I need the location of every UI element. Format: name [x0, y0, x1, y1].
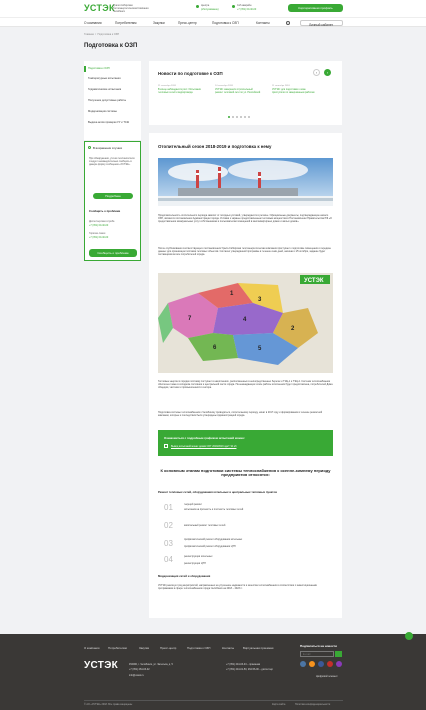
privacy-link[interactable]: Политика конфиденциальности [295, 703, 331, 706]
article-card [149, 133, 342, 618]
address-label: Центра [201, 4, 210, 7]
footer-link[interactable]: Закупки [139, 646, 150, 650]
report-problem-button[interactable]: Сообщить о проблеме [89, 249, 137, 257]
ok-icon[interactable] [309, 661, 315, 667]
article-paragraph: Продолжительность отопительного периода зависит от погодных условий, утверждается в регионе. Официальные документы, подтверждающие начало ОЗП, являются постановления Администрации города. Условия к заранее предоставленным тепловым мощностям в Постановлении Правительства РФ «О предоставлении коммунальных услуг собственникам и пользователям помещений в многоквартирных домах и жилых домов». [158, 214, 332, 224]
address-link[interactable]: (обслуживание) [201, 7, 219, 11]
news-date: 21 сентября 2018 [158, 85, 176, 87]
svg-text:7: 7 [188, 316, 192, 322]
map-logo: УСТЭК [304, 278, 324, 284]
footer-link[interactable]: Потребителям [108, 646, 127, 650]
login-label: Личный кабинет [309, 23, 333, 27]
news-text[interactable]: УСТЭК: для подготовки к зиме приступили по завершённым работам [272, 88, 315, 94]
svg-text:6: 6 [213, 345, 217, 351]
stages-title: К основным этапам подготовки системы теплоснабжения к осенне-зимнему периоду предприятия относятся: [160, 468, 331, 478]
hotline-phone[interactable]: +7 (351) 00-40-00 [89, 236, 109, 239]
svg-text:2: 2 [291, 326, 295, 332]
step-item: профилактический ремонт оборудования котельных [184, 538, 243, 541]
sidebar-item-acts[interactable]: Выдача актов проверки УУ и ТСЖ [88, 121, 130, 124]
step-item: текущий ремонт [184, 503, 203, 506]
page-dot[interactable] [236, 116, 238, 118]
facebook-icon[interactable] [318, 661, 324, 667]
step-item: реконструкция ЦТП [184, 562, 206, 565]
page-dot[interactable] [244, 116, 246, 118]
footer-link[interactable]: Подготовка к ОЗП [187, 646, 211, 650]
news-text[interactable]: УСТЭК: завершили строительный ремонт тепловой сети по ул. Российской [215, 88, 261, 94]
step-item: реконструкция котельных [184, 555, 213, 558]
modern-title: Модернизация сетей и оборудования [158, 574, 211, 578]
news-item[interactable] [158, 85, 204, 94]
svg-text:4: 4 [243, 317, 247, 323]
sidebar [84, 61, 141, 140]
active-indicator [84, 66, 86, 72]
sidebar-item-hydraulic[interactable]: Гидравлические испытания [88, 88, 122, 91]
step-item: испытания на прочность и плотность тепловых сетей [184, 508, 244, 511]
feedback-title: В возражения случаях [93, 146, 123, 150]
step-item: профилактический ремонт оборудования ЦТП [184, 545, 236, 548]
header [0, 0, 426, 17]
breadcrumb-current: Подготовка к ОЗП [97, 33, 120, 36]
article-paragraph: После опубликования соответствующего постановления Урало-Сибирская теплоэнергетическая компания приступает к подготовке помещения и передаче данных для организации поставки тепловых объектов. Согласно утверждённой программе в течение семи дней, начиная с 25 октября, задание будет поставщиков во все потребителей города. [158, 247, 331, 257]
page-dot-active[interactable] [228, 116, 230, 118]
cabinet-button[interactable]: Корпоративная профиль [288, 4, 343, 12]
login-button[interactable] [300, 20, 343, 26]
copyright: © АО «УСТЭК» 2018. Все права защищены [84, 703, 133, 706]
report-title: Сообщить о проблеме [89, 209, 121, 213]
feedback-text: При обнаружении, утечки теплоносителя следует незамедлительно сообщить в данную форму сообщения «УСТЭК». [89, 157, 135, 167]
phone-label: Соб.аварийн. [237, 4, 252, 7]
feedback-box [84, 141, 141, 261]
repair-title: Ремонт тепловых сетей, оборудования котельных и центральных тепловых пунктов [158, 490, 277, 494]
step-number: 04 [164, 555, 173, 564]
step-number: 01 [164, 503, 173, 512]
subscribe-input[interactable] [300, 651, 334, 657]
svg-text:3: 3 [258, 297, 262, 303]
subscribe-button[interactable] [335, 651, 342, 657]
step-item: капитальный ремонт тепловых сетей [184, 524, 226, 527]
scroll-top-button[interactable] [405, 632, 413, 640]
footer-phone-main[interactable]: +7 (351) 264-03-02 [129, 668, 150, 671]
instagram-icon[interactable] [336, 661, 342, 667]
info-icon [88, 146, 91, 149]
download-title: Ознакомиться с подробным графиком испытаний можно: [164, 436, 245, 440]
footer-link[interactable]: Контакты [222, 646, 235, 650]
modern-text: УСТЭК реализует ряд мероприятий, направленных на улучшение надёжности и качества теплоснабжения в соответствии с инвестиционными программами в сфере теплоснабжения города Челябинск на 2018 – 2023 гг. [158, 584, 317, 591]
logo[interactable]: УСТЭК [84, 3, 115, 13]
breadcrumb-home[interactable]: Главная [84, 33, 94, 36]
nav-item-contacts[interactable]: Контакты [256, 20, 270, 25]
dispatch-label: Диспетчерская служба [89, 220, 115, 223]
footer-link[interactable]: Виртуальная приемная [243, 646, 274, 650]
svg-text:1: 1 [230, 291, 234, 297]
article-paragraph: Подготовка системы теплоснабжения к Челябинску проводиться, отопительному периоду, начат в 2017 году и формирования в течение ремонтной кампании, которые и последствия были утверждены Администрацией города. [158, 411, 323, 418]
page-dot[interactable] [232, 116, 234, 118]
news-card [149, 61, 342, 125]
news-date: 14 сентября 2018 [215, 85, 233, 87]
district-map [158, 273, 333, 373]
sidebar-item-modernization[interactable]: Модернизация системы [88, 110, 117, 113]
download-link[interactable]: Вывод испытаний монах домов СОТ 2018/2019 зда?, 94 кб [171, 445, 237, 448]
nav-item-ozp[interactable]: Подготовка к ОЗП [212, 20, 239, 25]
page-dot[interactable] [240, 116, 242, 118]
article-title: Отопительный сезон 2018-2019 и подготовка к нему [158, 144, 272, 149]
search-icon[interactable] [286, 21, 290, 25]
footer-link[interactable]: Пресс-центр [160, 646, 177, 650]
hotline-label: Горячая линия [89, 232, 106, 235]
youtube-icon[interactable] [327, 661, 333, 667]
footer-phone[interactable]: +7 (351) 244-01-50, 264-56-00 – диспетчер [226, 668, 273, 671]
footer-logo[interactable]: УСТЭК [84, 660, 119, 671]
news-date: 11 сентября 2018 [272, 85, 290, 87]
step-number: 03 [164, 539, 173, 548]
sitemap-link[interactable]: Карта сайта [272, 703, 286, 706]
developer-credit[interactable]: Цифровой элемент [316, 675, 338, 678]
power-plant-image [158, 158, 333, 206]
footer-link[interactable]: О компании [84, 646, 100, 650]
news-prev-button[interactable]: ‹ [313, 69, 320, 76]
sidebar-item-temperature[interactable]: Температурные испытания [88, 77, 121, 80]
footer-phone[interactable]: +7 (351) 244-03-04 – приемная [226, 663, 261, 666]
footer-address: 454000, г. Челябинск, ул. Энгельса, д. 5 [129, 663, 173, 666]
phone-icon [232, 5, 235, 8]
page-title: Подготовка к ОЗП [84, 43, 138, 49]
news-item[interactable] [215, 85, 261, 94]
news-next-button[interactable]: › [324, 69, 331, 76]
article-paragraph: Тепловые энергии в городах поставку поступает в накоплениях, расположенных в непосредственных берегах и ТЭЦ-1 и ТЭЦ-2. Система теплоснабжения обеспечен также в холодном состоянии и центральной части города. На немеждающих этапе работы исполнения будет предоставлена, потребителей Дома общедом, частники и промышленности сектора. [158, 380, 333, 390]
news-title: Новости по подготовке к ОЗП [158, 71, 223, 76]
nav-item-consumers[interactable]: Потребителям [115, 20, 137, 25]
subscribe-title: Подписаться на новости [300, 644, 337, 648]
sidebar-item-ozp[interactable]: Подготовка к ОЗП [88, 67, 110, 70]
phone-number[interactable]: +7 (351) 00-40-00 [237, 7, 257, 11]
main-nav [0, 17, 426, 27]
footer [0, 634, 426, 710]
nav-item-company[interactable]: О компании [84, 20, 102, 25]
svg-text:5: 5 [258, 346, 262, 352]
sidebar-item-permits[interactable]: Получение допустимые работы [88, 99, 127, 102]
nav-item-press[interactable]: Пресс-центр [178, 20, 197, 25]
footer-divider [84, 700, 343, 701]
news-item[interactable] [272, 85, 318, 94]
download-block [158, 430, 333, 456]
document-icon [164, 444, 168, 448]
vk-icon[interactable] [300, 661, 306, 667]
news-pagination[interactable] [228, 115, 250, 119]
step-number: 02 [164, 521, 173, 530]
location-icon [196, 5, 199, 8]
dispatch-phone[interactable]: +7 (351) 00-40-00 [89, 224, 109, 227]
news-text[interactable]: В конце наблюдается рост. Испытания тепловых сетей и водопровода [158, 88, 201, 94]
nav-item-purchases[interactable]: Закупки [153, 20, 165, 25]
page-dot[interactable] [248, 116, 250, 118]
breadcrumb: Главная / Подготовка к ОЗП [84, 33, 120, 36]
tagline: Урало-Сибирская Теплоэнергетическая Компания Челябинск [113, 4, 149, 13]
feedback-more-button[interactable]: Подробнее [93, 193, 133, 199]
footer-email[interactable]: info@ustek.ru [129, 674, 144, 677]
